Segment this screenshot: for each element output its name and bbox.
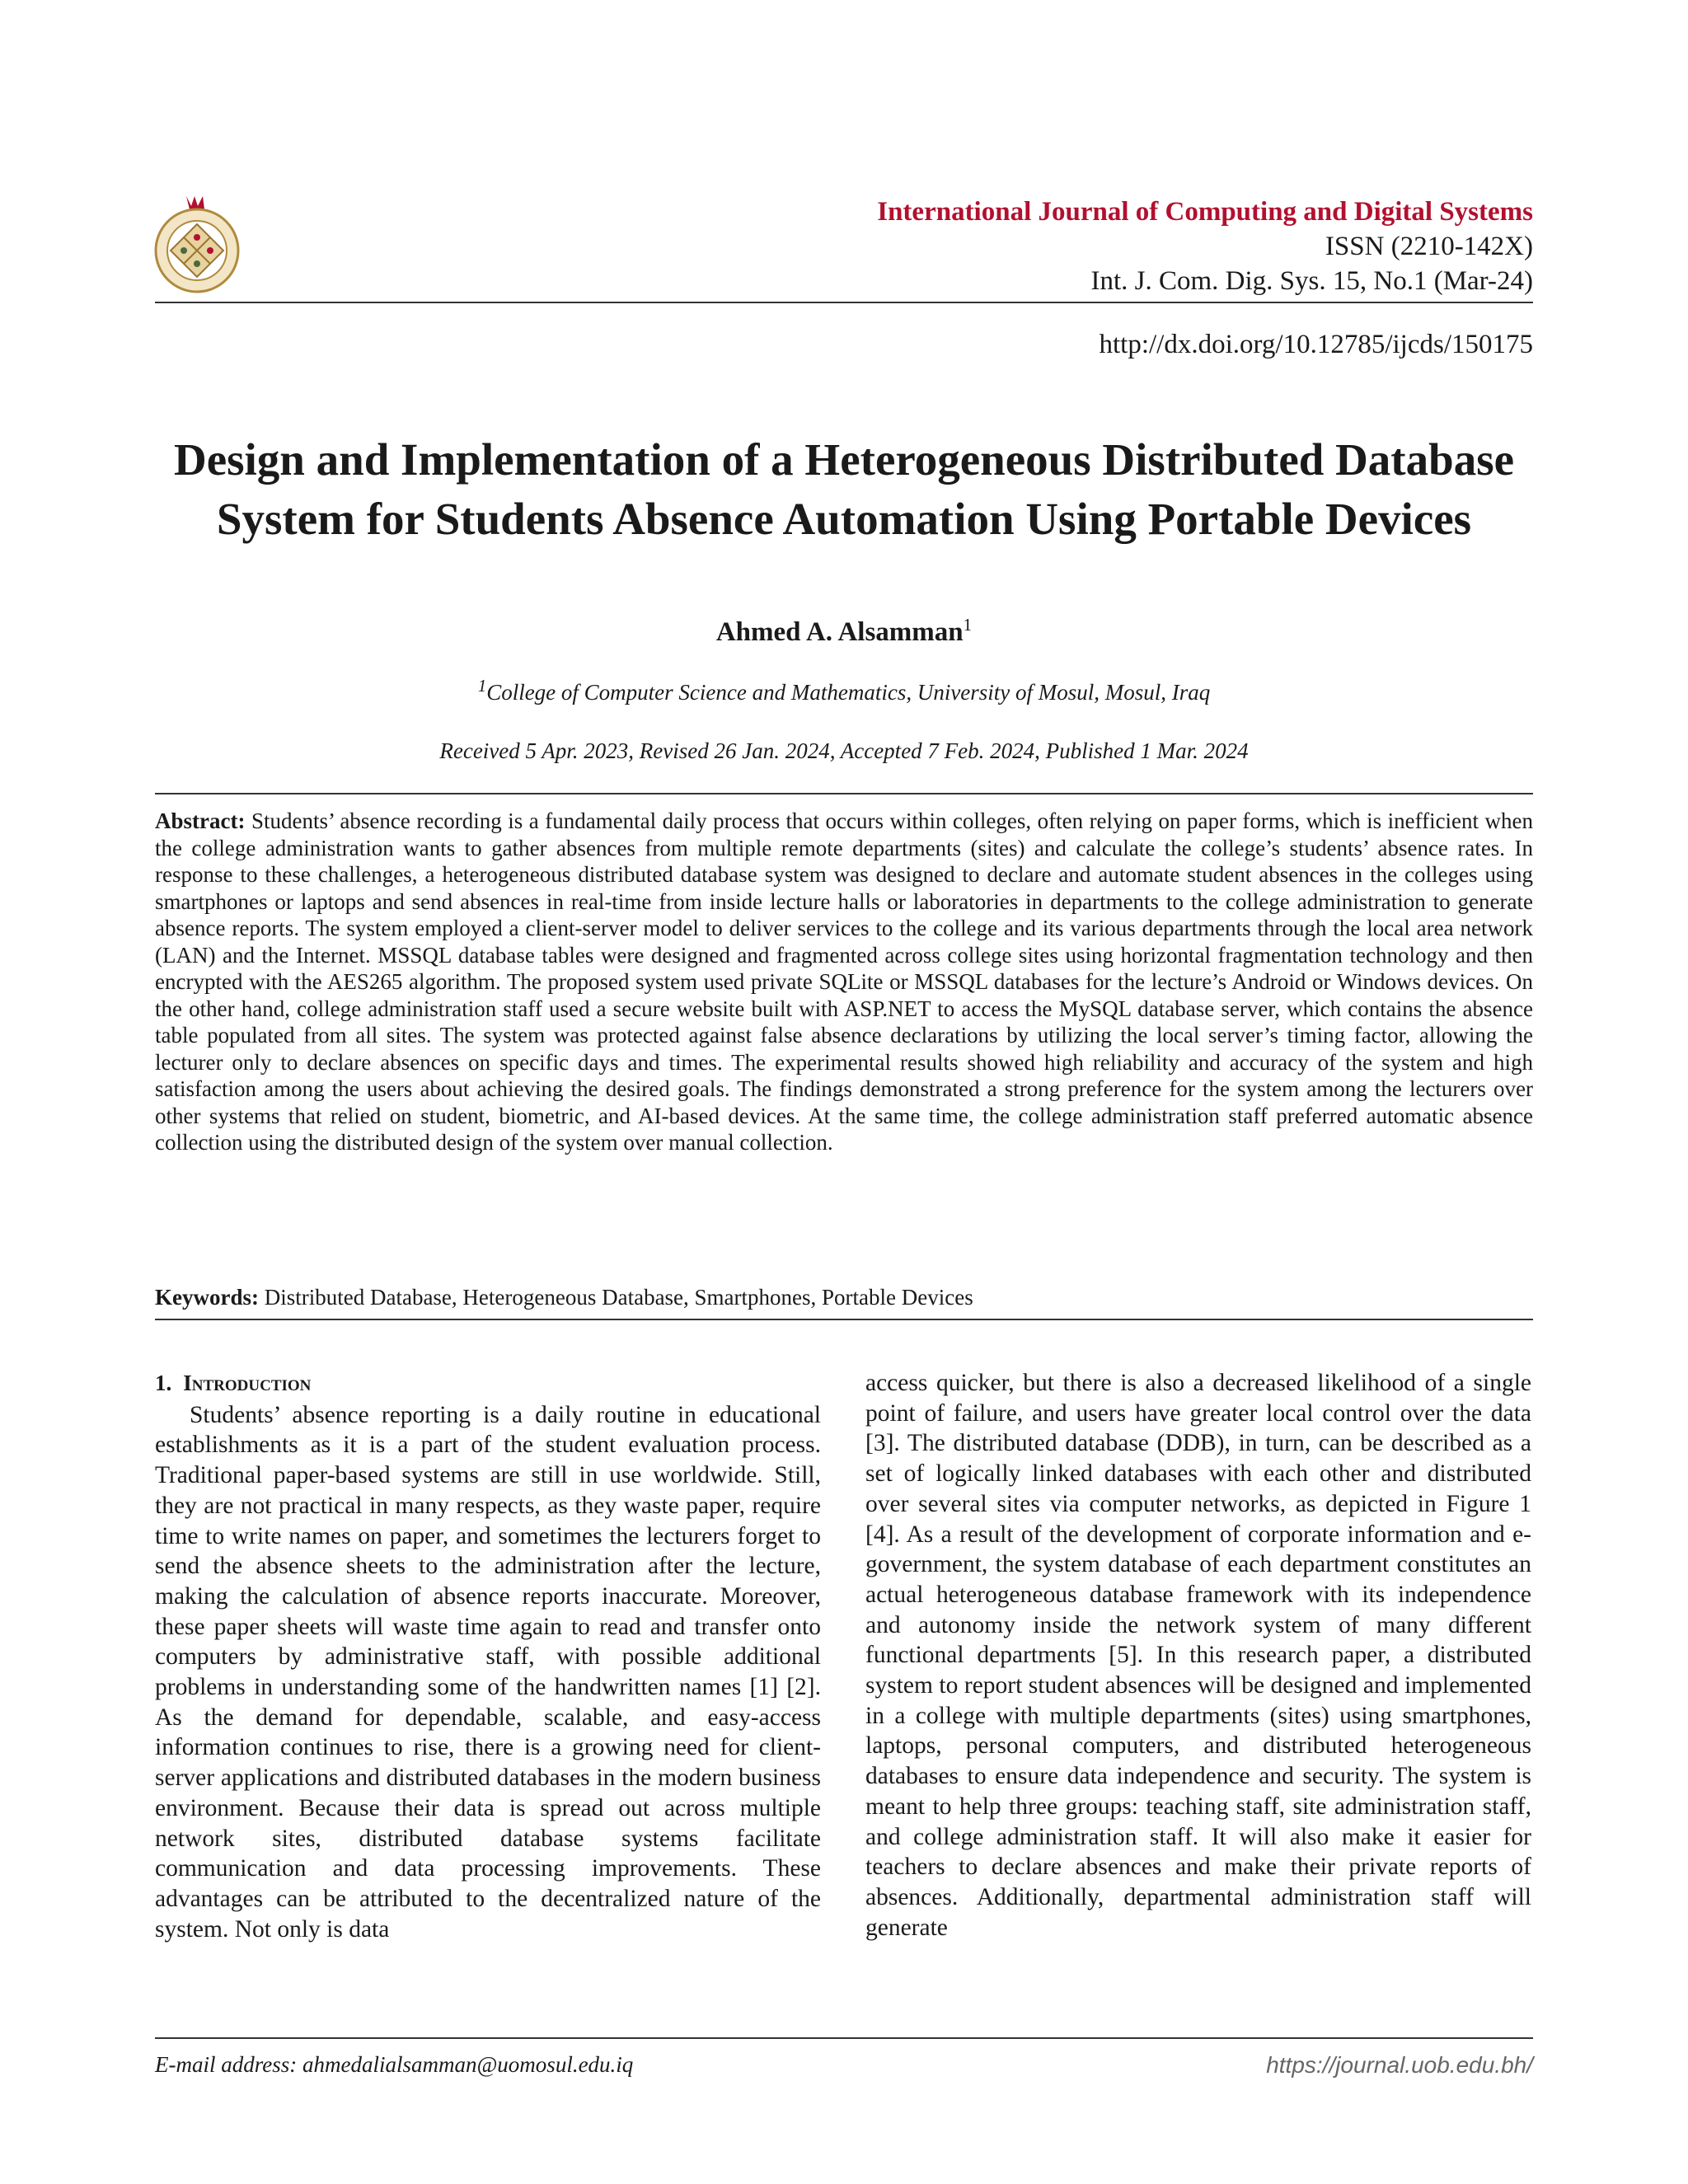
author xyxy=(155,615,1533,648)
author-name: Ahmed A. Alsamman xyxy=(715,617,964,647)
footer-email[interactable]: E-mail address: ahmedalialsamman@uomosul.edu.iq xyxy=(155,2052,634,2077)
abstract-top-divider xyxy=(155,793,1533,794)
keywords-text: Distributed Database, Heterogeneous Database, Smartphones, Portable Devices xyxy=(264,1285,973,1310)
abstract-text: Students’ absence recording is a fundamental daily process that occurs within colleges, often relying on paper forms, which is inefficient when the college administration wants to gather absences from multiple remote departments (sites) and calculate the college’s students’ absence rates. In response to these challenges, a heterogeneous distributed database system was designed to declare and automate student absences in the colleges using smartphones or laptops and send absences in real-time from inside lecture halls or laboratories in departments to the college administration to generate absence reports. The system employed a client-server model to deliver services to the college and its various departments through the local area network (LAN) and the Internet. MSSQL database tables were designed and fragmented across college sites using horizontal fragmentation technology and then encrypted with the AES265 algorithm. The proposed system used private SQLite or MSSQL databases for the lecture’s Android or Windows devices. On the other hand, college administration staff used a secure website built with ASP.NET to access the MySQL database server, which contains the absence table populated from all sites. The system was protected against false absence declarations by utilizing the local server’s timing factor, allowing the lecturer only to declare absences on specific days and times. The experimental results showed high reliability and accuracy of the system and high satisfaction among the users about achieving the desired goals. The findings demonstrated a strong preference for the system among the lecturers over other systems that relied on student, biometric, and AI-based devices. At the same time, the college administration staff preferred automatic absence collection using the distributed design of the system over manual collection. xyxy=(155,808,1534,1155)
doi-link[interactable]: http://dx.doi.org/10.12785/ijcds/150175 xyxy=(1099,330,1533,359)
keywords xyxy=(155,1284,1533,1311)
abstract xyxy=(155,808,1533,1156)
journal-citation: Int. J. Com. Dig. Sys. 15, No.1 (Mar-24) xyxy=(1090,266,1533,296)
author-affiliation-marker: 1 xyxy=(963,615,973,635)
paper-title: Design and Implementation of a Heterogeneous Distributed Database System for Students Absence Automation Using Portable Devices xyxy=(173,434,1515,544)
left-column xyxy=(155,1368,821,1944)
keywords-label: Keywords: xyxy=(155,1285,259,1310)
footer-url[interactable]: https://journal.uob.edu.bh/ xyxy=(1266,2052,1533,2078)
section-number: 1. xyxy=(155,1371,172,1395)
journal-name: International Journal of Computing and Digital Systems xyxy=(877,197,1533,227)
affiliation xyxy=(155,676,1533,705)
right-column xyxy=(865,1368,1531,1943)
abstract-label: Abstract: xyxy=(155,808,246,833)
intro-paragraph-right: access quicker, but there is also a decreased likelihood of a single point of failure, and users have greater local control over the data [3]. The distributed database (DDB), in turn, can be described as a set of logically linked databases with each other and distributed over several sites via computer networks, as depicted in Figure 1 [4]. As a result of the development of corporate information and e-government, the system database of each department constitutes an actual heterogeneous database framework with its independence and autonomy inside the network system of many different functional departments [5]. In this research paper, a distributed system to report student absences will be designed and implemented in a college with multiple departments (sites) using smartphones, laptops, personal computers, and distributed heterogeneous databases to ensure data independence and security. The system is meant to help three groups: teaching staff, site administration staff, and college administration staff. It will also make it easier for teachers to declare absences and make their private reports of absences. Additionally, departmental administration staff will generate xyxy=(865,1370,1531,1941)
university-seal-logo xyxy=(153,191,241,297)
publication-dates: Received 5 Apr. 2023, Revised 26 Jan. 2024, Accepted 7 Feb. 2024, Published 1 Mar. 2024 xyxy=(439,738,1249,763)
issn: ISSN (2210-142X) xyxy=(1325,232,1533,261)
affiliation-text: College of Computer Science and Mathematics, University of Mosul, Mosul, Iraq xyxy=(486,680,1211,705)
journal-header xyxy=(877,194,1533,298)
section-heading xyxy=(155,1368,821,1399)
affiliation-marker: 1 xyxy=(477,676,487,696)
keywords-bottom-divider xyxy=(155,1319,1533,1320)
header-divider xyxy=(155,302,1533,303)
section-title: Introduction xyxy=(183,1371,312,1395)
footer-divider xyxy=(155,2037,1533,2039)
intro-paragraph-left: Students’ absence reporting is a daily routine in educational establishments as it is a part of the student evaluation process. Traditional paper-based systems are still in use worldwide. Still, they are not practical in many respects, as they waste paper, require time to write names on paper, and sometimes the lecturers forget to send the absence sheets to the administration after the lecture, making the calculation of absence reports inaccurate. Moreover, these paper sheets will waste time again to read and transfer onto computers by administrative staff, with possible additional problems in understanding some of the handwritten names [1] [2]. As the demand for dependable, scalable, and easy-access information continues to rise, there is a growing need for client-server applications and distributed databases in the modern business environment. Because their data is spread out across multiple network sites, distributed database systems facilitate communication and data processing improvements. These advantages can be attributed to the decentralized nature of the system. Not only is data xyxy=(155,1401,821,1943)
